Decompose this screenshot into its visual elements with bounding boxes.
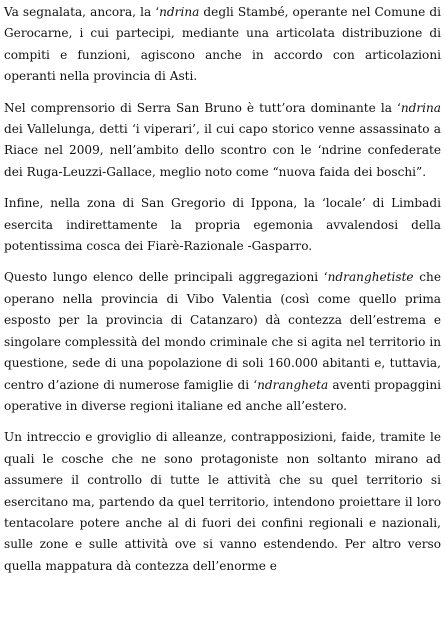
text-segment: dei Vallelunga, detti ‘i viperari’, il cui capo storico venne assassinato a Riace nel 2009, nell’ambito dello scontro con le ‘ndrine confederate dei Ruga-Leuzzi-Gallace, meglio noto come “nuova faida dei boschi”. <box>4 122 441 179</box>
text-segment: aventi propaggini operative in diverse regioni italiane ed anche all’estero. <box>4 377 441 413</box>
text-segment: Va segnalata, ancora, la ‘ <box>4 5 160 19</box>
italic-term: ndrina <box>400 100 441 115</box>
italic-term: ndrangheta <box>257 377 329 392</box>
italic-term: ndrina <box>159 5 200 19</box>
text-segment: che operano nella provincia di Vibo Valentia (così come quello prima esposto per la provincia di Catanzaro) dà contezza dell’estrema e singolare complessità del mondo criminale che si agita nel territorio in questione, sede di una popolazione di soli 160.000 abitanti e, tuttavia, centro d’azione di numerose famiglie di ‘ <box>4 270 441 392</box>
paragraph <box>4 98 441 184</box>
text-segment: Un intreccio e groviglio di alleanze, contrapposizioni, faide, tramite le quali le cosche che ne sono protagoniste non soltanto mirano ad assumere il controllo di tutte le attività che su quel territorio si esercitano ma, partendo da quel territorio, intendono proiettare il loro tentacolare potere anche al di fuori dei confini regionali e nazionali, sulle zone e sulle attività ove si vanno estendendo. Per altro verso quella mappatura dà contezza dell’enorme e <box>4 430 441 573</box>
text-segment: Infine, nella zona di San Gregorio di Ippona, la ‘locale’ di Limbadi esercita indirettamente la propria egemonia avvalendosi della potentissima cosca dei Fiarè-Razionale -Gasparro. <box>4 196 441 254</box>
text-segment: Questo lungo elenco delle principali aggregazioni ‘ <box>4 270 328 285</box>
text-segment: Nel comprensorio di Serra San Bruno è tutt’ora dominante la ‘ <box>4 100 401 115</box>
paragraph <box>4 193 441 257</box>
document-page <box>4 2 441 577</box>
paragraph <box>4 267 441 417</box>
italic-term: ndranghetiste <box>327 270 414 285</box>
paragraph <box>4 2 441 88</box>
paragraph <box>4 427 441 577</box>
text-segment: degli Stambé, operante nel Comune di Gerocarne, i cui partecipi, mediante una articolata distribuzione di compiti e funzioni, agiscono anche in accordo con articolazioni operanti nella provincia di Asti. <box>4 5 441 84</box>
